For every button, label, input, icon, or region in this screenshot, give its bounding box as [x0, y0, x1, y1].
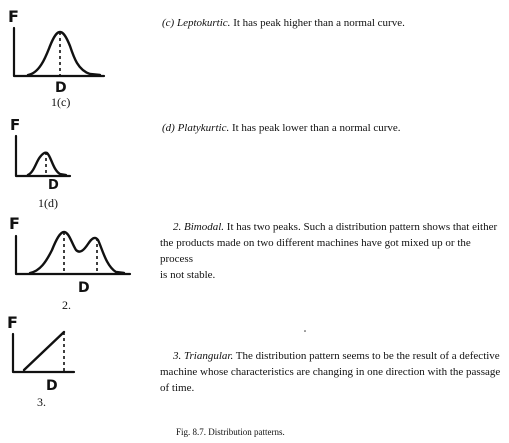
leptokurtic-diagram [8, 7, 104, 109]
bimodal-f-label: F [9, 214, 20, 233]
bimodal-term: 2. Bimodal. [173, 221, 225, 233]
triangular-diagram [7, 313, 74, 409]
triangular-slope-line [24, 332, 64, 370]
platykurtic-axes [16, 136, 70, 176]
platykurtic-diagram [10, 116, 70, 210]
triangular-line-2: machine whose characteristics are changing in one direction with the passage [160, 366, 501, 378]
leptokurtic-text: It has peak higher than a normal curve. [230, 17, 405, 29]
triangular-line-1: The distribution pattern seems to be the result of a defective [233, 350, 500, 362]
triangular-description [160, 348, 506, 396]
leptokurtic-caption: 1(c) [51, 95, 71, 109]
leptokurtic-description [162, 15, 405, 31]
triangular-d-label: D [46, 378, 58, 394]
bimodal-d-label: D [78, 280, 90, 296]
platykurtic-curve [28, 153, 66, 175]
leptokurtic-axes [14, 28, 104, 76]
triangular-term: 3. Triangular. [173, 350, 234, 362]
bimodal-curve [30, 232, 124, 273]
leptokurtic-curve [28, 32, 100, 75]
platykurtic-term: (d) Platykurtic. [162, 122, 230, 134]
platykurtic-f-label: F [10, 116, 21, 134]
triangular-line-3: of time. [160, 382, 195, 394]
leptokurtic-f-label: F [8, 7, 19, 26]
platykurtic-d-label: D [48, 178, 59, 193]
triangular-f-label: F [7, 313, 18, 332]
bimodal-description [160, 219, 506, 283]
triangular-caption: 3. [37, 395, 46, 409]
bimodal-diagram [9, 214, 130, 312]
platykurtic-text: It has peak lower than a normal curve. [229, 122, 401, 134]
bimodal-line-3: is not stable. [160, 269, 216, 281]
figure-caption: Fig. 8.7. Distribution patterns. [176, 427, 285, 437]
platykurtic-description [162, 120, 401, 136]
bimodal-caption: 2. [62, 298, 71, 312]
leptokurtic-term: (c) Leptokurtic. [162, 17, 231, 29]
speckle-dot [304, 330, 306, 332]
leptokurtic-d-label: D [55, 80, 67, 96]
bimodal-line-1: It has two peaks. Such a distribution pattern shows that either [224, 221, 498, 233]
platykurtic-caption: 1(d) [38, 196, 58, 210]
bimodal-line-2: the products made on two different machines have got mixed up or the process [160, 237, 471, 265]
